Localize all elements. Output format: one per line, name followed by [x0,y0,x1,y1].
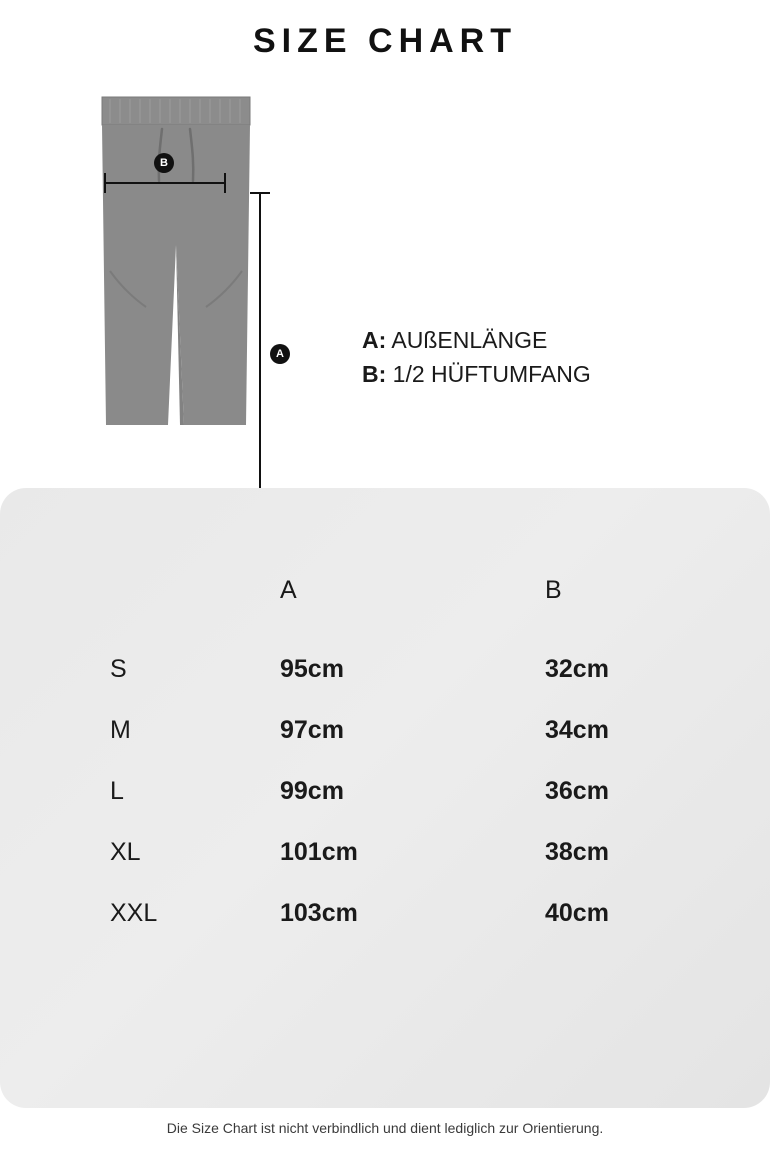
cell-a: 95cm [280,655,344,683]
cell-b: 32cm [545,655,609,683]
b-dimension-line [104,182,226,184]
cell-a: 99cm [280,777,344,805]
table-row [0,883,770,944]
pants-icon [96,95,256,435]
table-header-row [0,560,770,639]
size-table-panel [0,488,770,1108]
page-title: SIZE CHART [253,22,517,60]
size-table [0,560,770,944]
cell-size: M [110,716,131,744]
cell-size: S [110,655,127,683]
cell-b: 34cm [545,716,609,744]
pants-illustration [96,95,256,435]
size-table-head [0,560,770,639]
cell-size: XXL [110,899,158,927]
table-row [0,639,770,700]
legend [362,323,591,391]
size-table-body [0,639,770,944]
header-size [0,560,280,639]
cell-a: 101cm [280,838,358,866]
table-row [0,822,770,883]
legend-a-key: A: [362,327,387,353]
a-marker-badge: A [270,344,290,364]
measurement-diagram [0,65,770,465]
cell-b: 38cm [545,838,609,866]
legend-row-a [362,323,591,357]
b-marker-badge: B [154,153,174,173]
cell-b: 40cm [545,899,609,927]
cell-a: 103cm [280,899,358,927]
cell-size: L [110,777,124,805]
cell-size: XL [110,838,141,866]
legend-row-b [362,357,591,391]
cell-b: 36cm [545,777,609,805]
cell-a: 97cm [280,716,344,744]
header-a: A [280,576,297,604]
legend-b-value: 1/2 HÜFTUMFANG [392,361,591,387]
table-row [0,700,770,761]
legend-a-value: AUßENLÄNGE [391,327,548,353]
a-dimension-line [259,193,261,518]
table-row [0,761,770,822]
header-b: B [545,576,562,604]
legend-b-key: B: [362,361,387,387]
footnote: Die Size Chart ist nicht verbindlich und dient lediglich zur Orientierung. [166,1120,604,1136]
